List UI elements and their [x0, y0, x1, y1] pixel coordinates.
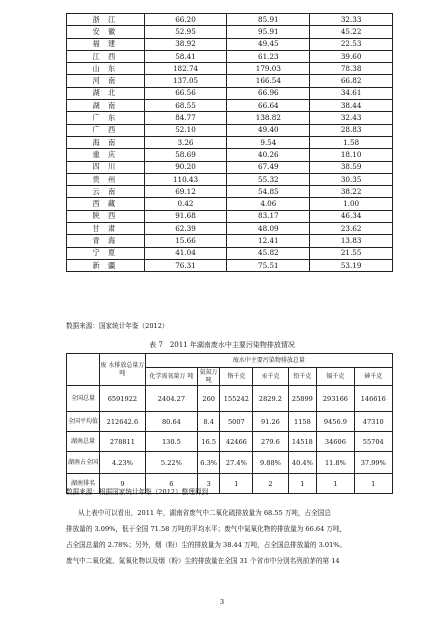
value-cell: 54.85	[227, 186, 310, 198]
table-row	[67, 452, 393, 474]
value-cell: 12.41	[227, 235, 310, 247]
header-cod: 化学需氧量万 吨	[145, 368, 197, 386]
value-cell: 66.56	[144, 87, 227, 99]
value-cell: 49.40	[227, 124, 310, 136]
value-cell: 22.53	[310, 38, 393, 50]
value-cell: 23.62	[310, 223, 393, 235]
header-ammonia: 氨氮万吨	[198, 368, 220, 386]
province-cell: 青 海	[67, 235, 145, 247]
table-row	[67, 63, 393, 75]
table-row	[67, 247, 393, 259]
value-cell: 1	[220, 474, 253, 494]
hunan-wastewater-table	[66, 353, 393, 494]
value-cell: 78.38	[310, 63, 393, 75]
value-cell: 55704	[354, 432, 392, 452]
value-cell: 38.22	[310, 186, 393, 198]
value-cell: 15.66	[144, 235, 227, 247]
value-cell: 46.34	[310, 210, 393, 222]
table-row	[67, 412, 393, 432]
value-cell: 76.31	[144, 259, 227, 271]
value-cell: 58.69	[144, 149, 227, 161]
value-cell: 155242	[220, 386, 253, 412]
value-cell: 66.20	[144, 14, 227, 26]
value-cell: 278811	[100, 432, 146, 452]
table-row	[67, 75, 393, 87]
paragraph-line-4: 废气中二氧化硫、氮氧化物以及烟（粉）尘的排放量在全国 31 个省市中分别名列前茅的第 14	[66, 557, 340, 565]
value-cell: 38.92	[144, 38, 227, 50]
province-cell: 甘 肃	[67, 223, 145, 235]
corner-cell	[67, 354, 100, 386]
table-row	[67, 112, 393, 124]
value-cell: 38.44	[310, 100, 393, 112]
value-cell: 25899	[288, 386, 317, 412]
table-row	[67, 100, 393, 112]
value-cell: 2404.27	[145, 386, 197, 412]
province-cell: 湖 南	[67, 100, 145, 112]
value-cell: 2	[253, 474, 288, 494]
province-cell: 江 西	[67, 50, 145, 62]
table-row	[67, 149, 393, 161]
province-cell: 陕 西	[67, 210, 145, 222]
value-cell: 53.19	[310, 259, 393, 271]
row-label: 湖南总量	[67, 432, 100, 452]
value-cell: 52.10	[144, 124, 227, 136]
value-cell: 5.22%	[145, 452, 197, 474]
value-cell: 91.68	[144, 210, 227, 222]
table7-source-note: 数据来源：根据国家统计年鉴（2012）整理得到	[66, 488, 209, 496]
province-cell: 西 藏	[67, 198, 145, 210]
value-cell: 67.49	[227, 161, 310, 173]
value-cell: 4.06	[227, 198, 310, 210]
value-cell: 1	[288, 474, 317, 494]
value-cell: 32.43	[310, 112, 393, 124]
value-cell: 39.60	[310, 50, 393, 62]
value-cell: 84.77	[144, 112, 227, 124]
table-row	[67, 161, 393, 173]
value-cell: 6591922	[100, 386, 146, 412]
value-cell: 6.3%	[198, 452, 220, 474]
province-cell: 贵 州	[67, 173, 145, 185]
value-cell: 21.55	[310, 247, 393, 259]
value-cell: 14518	[288, 432, 317, 452]
table-row	[67, 235, 393, 247]
value-cell: 61.23	[227, 50, 310, 62]
value-cell: 130.5	[145, 432, 197, 452]
value-cell: 32.33	[310, 14, 393, 26]
table7-caption: 表 7 2011 年湖南废水中主要污染物排放情况	[149, 341, 295, 349]
province-cell: 海 南	[67, 136, 145, 148]
value-cell: 8.4	[198, 412, 220, 432]
province-cell: 宁 夏	[67, 247, 145, 259]
table-row	[67, 136, 393, 148]
value-cell: 40.4%	[288, 452, 317, 474]
value-cell: 1	[354, 474, 392, 494]
table-row	[67, 26, 393, 38]
table-row	[67, 173, 393, 185]
header-cadmium: 镉千克	[317, 368, 354, 386]
table-row	[67, 386, 393, 412]
value-cell: 6	[145, 474, 197, 494]
value-cell: 137.05	[144, 75, 227, 87]
value-cell: 42466	[220, 432, 253, 452]
value-cell: 1.00	[310, 198, 393, 210]
value-cell: 179.03	[227, 63, 310, 75]
value-cell: 0.42	[144, 198, 227, 210]
value-cell: 212642.6	[100, 412, 146, 432]
table-row	[67, 223, 393, 235]
value-cell: 38.59	[310, 161, 393, 173]
row-label: 全国总量	[67, 386, 100, 412]
page-number: 3	[219, 598, 225, 606]
value-cell: 293166	[317, 386, 354, 412]
province-cell: 浙 江	[67, 14, 145, 26]
header-waste-total: 废 水排放总量万 吨	[100, 354, 146, 386]
table-row	[67, 38, 393, 50]
value-cell: 279.6	[253, 432, 288, 452]
header-mercury: 汞千克	[253, 368, 288, 386]
table-row	[67, 259, 393, 271]
value-cell: 2829.2	[253, 386, 288, 412]
province-cell: 湖 北	[67, 87, 145, 99]
header-pollutant-group: 废水中主要污染物排放总量	[145, 354, 392, 368]
value-cell: 28.83	[310, 124, 393, 136]
value-cell: 9.88%	[253, 452, 288, 474]
value-cell: 83.17	[227, 210, 310, 222]
value-cell: 49.45	[227, 38, 310, 50]
header-lead: 铅千克	[288, 368, 317, 386]
value-cell: 45.82	[227, 247, 310, 259]
value-cell: 260	[198, 386, 220, 412]
value-cell: 47310	[354, 412, 392, 432]
table1-source-note: 数据来源：国家统计年鉴（2012）	[66, 322, 169, 330]
province-emissions-table	[66, 13, 393, 272]
value-cell: 138.82	[227, 112, 310, 124]
value-cell: 9456.9	[317, 412, 354, 432]
province-cell: 新 疆	[67, 259, 145, 271]
table-row	[67, 432, 393, 452]
value-cell: 9	[100, 474, 146, 494]
value-cell: 27.4%	[220, 452, 253, 474]
table-row	[67, 50, 393, 62]
value-cell: 66.96	[227, 87, 310, 99]
value-cell: 110.43	[144, 173, 227, 185]
province-cell: 广 东	[67, 112, 145, 124]
value-cell: 1.58	[310, 136, 393, 148]
value-cell: 9.54	[227, 136, 310, 148]
value-cell: 62.39	[144, 223, 227, 235]
paragraph-line-2: 排放量的 3.09%，低于全国 71.58 万吨的平均水平；废气中氮氧化物的排放量为 66.64 万吨，	[66, 525, 347, 533]
value-cell: 18.10	[310, 149, 393, 161]
province-cell: 云 南	[67, 186, 145, 198]
value-cell: 16.5	[198, 432, 220, 452]
row-label: 全国平均值	[67, 412, 100, 432]
value-cell: 55.32	[227, 173, 310, 185]
paragraph-line-3: 占全国总量的 2.78%；另外，烟（粉）尘的排放量为 38.44 万吨，占全国总排放量的 3.01%。	[66, 541, 347, 549]
value-cell: 41.04	[144, 247, 227, 259]
table-row	[67, 198, 393, 210]
value-cell: 75.51	[227, 259, 310, 271]
table-row	[67, 14, 393, 26]
value-cell: 37.99%	[354, 452, 392, 474]
value-cell: 95.91	[227, 26, 310, 38]
value-cell: 1158	[288, 412, 317, 432]
province-cell: 安 徽	[67, 26, 145, 38]
table-row	[67, 87, 393, 99]
value-cell: 11.8%	[317, 452, 354, 474]
province-cell: 广 西	[67, 124, 145, 136]
value-cell: 85.91	[227, 14, 310, 26]
row-label: 湖南占全国	[67, 452, 100, 474]
value-cell: 48.09	[227, 223, 310, 235]
value-cell: 80.64	[145, 412, 197, 432]
value-cell: 166.54	[227, 75, 310, 87]
province-cell: 河 南	[67, 75, 145, 87]
value-cell: 58.41	[144, 50, 227, 62]
row-label: 湖南排名	[67, 474, 100, 494]
table-row	[67, 124, 393, 136]
province-cell: 四 川	[67, 161, 145, 173]
value-cell: 1	[317, 474, 354, 494]
province-cell: 重 庆	[67, 149, 145, 161]
value-cell: 3.26	[144, 136, 227, 148]
value-cell: 182.74	[144, 63, 227, 75]
value-cell: 66.82	[310, 75, 393, 87]
value-cell: 90.20	[144, 161, 227, 173]
value-cell: 68.55	[144, 100, 227, 112]
paragraph-line-1: 从上表中可以看出，2011 年，湖南省废气中二氧化硫排放量为 68.55 万吨，占全国总	[78, 509, 331, 517]
value-cell: 40.26	[227, 149, 310, 161]
value-cell: 5007	[220, 412, 253, 432]
header-chromium: 铬千克	[220, 368, 253, 386]
value-cell: 34.61	[310, 87, 393, 99]
value-cell: 91.26	[253, 412, 288, 432]
header-arsenic: 砷千克	[354, 368, 392, 386]
value-cell: 4.23%	[100, 452, 146, 474]
table-row	[67, 186, 393, 198]
value-cell: 34606	[317, 432, 354, 452]
value-cell: 13.83	[310, 235, 393, 247]
value-cell: 66.64	[227, 100, 310, 112]
value-cell: 45.22	[310, 26, 393, 38]
province-cell: 山 东	[67, 63, 145, 75]
value-cell: 52.95	[144, 26, 227, 38]
value-cell: 3	[198, 474, 220, 494]
province-cell: 福 建	[67, 38, 145, 50]
value-cell: 69.12	[144, 186, 227, 198]
value-cell: 30.35	[310, 173, 393, 185]
table-row	[67, 210, 393, 222]
value-cell: 146616	[354, 386, 392, 412]
